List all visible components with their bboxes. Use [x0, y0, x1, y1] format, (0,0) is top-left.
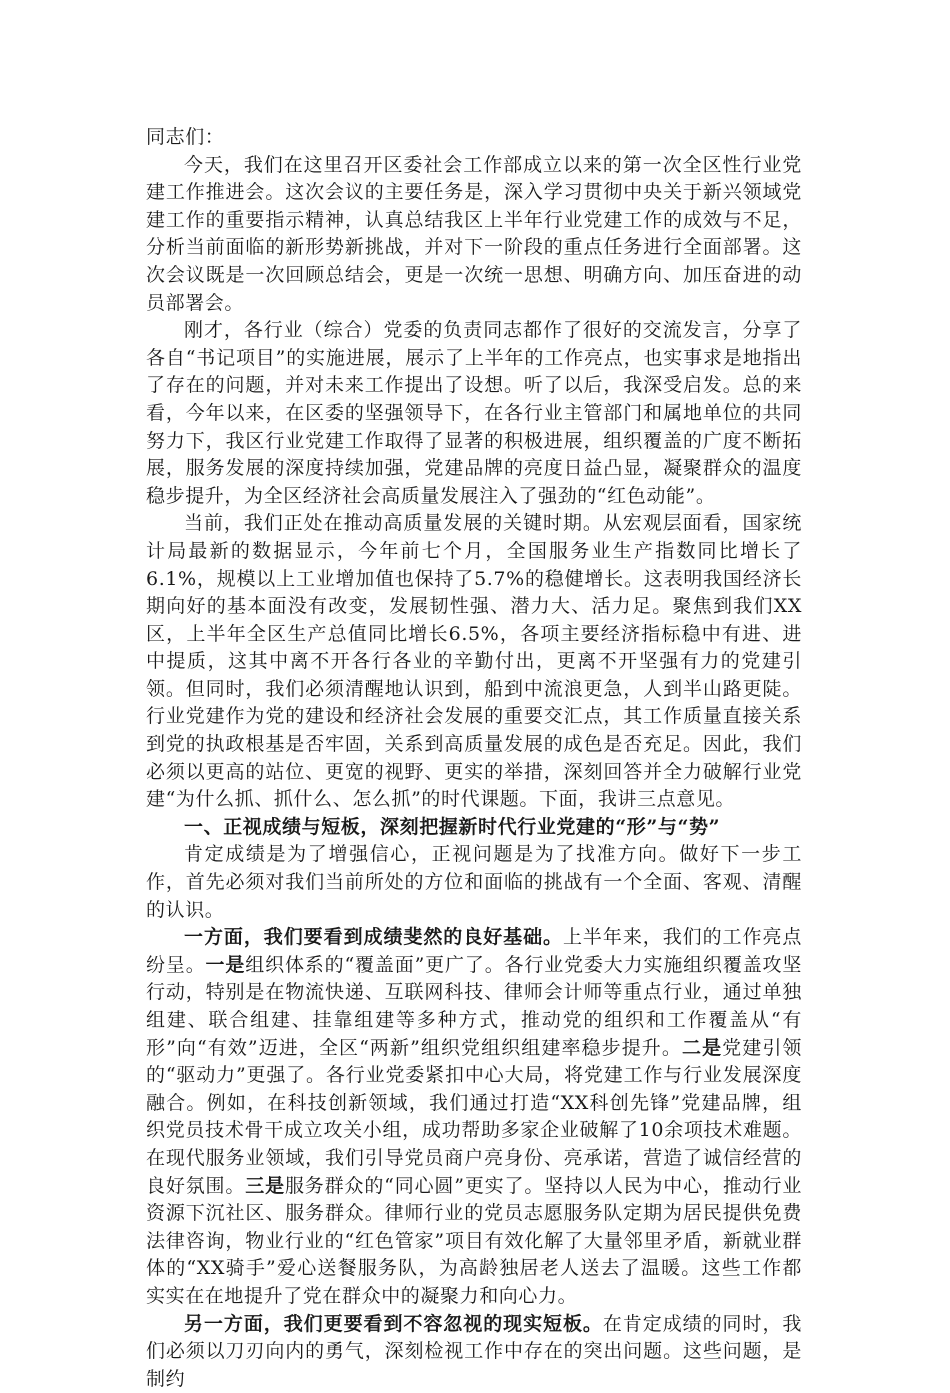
bold-marker: 一是 [205, 953, 246, 976]
paragraph-text: 在肯定成绩的同时，我们必须以刀刃向内的勇气，深刻检视工作中存在的突出问题。这些问题，是制约 [146, 1312, 802, 1390]
bold-marker: 二是 [681, 1036, 723, 1059]
paragraph: 肯定成绩是为了增强信心，正视问题是为了找准方向。做好下一步工作，首先必须对我们当前所处的方位和面临的挑战有一个全面、客观、清醒的认识。 [146, 843, 802, 921]
paragraph [146, 1311, 802, 1393]
document-body [146, 124, 802, 1393]
bold-marker: 三是 [245, 1174, 285, 1197]
bold-lead: 一方面，我们要看到成绩斐然的良好基础。 [184, 926, 563, 949]
salutation: 同志们： [146, 126, 225, 148]
bold-lead: 另一方面，我们更要看到不容忽视的现实短板。 [184, 1312, 603, 1335]
paragraph: 今天，我们在这里召开区委社会工作部成立以来的第一次全区性行业党建工作推进会。这次会议的主要任务是，深入学习贯彻中央关于新兴领域党建工作的重要指示精神，认真总结我区上半年行业党建工作的成效与不足，分析当前面临的新形势新挑战，并对下一阶段的重点任务进行全面部署。这次会议既是一次回顾总结会，更是一次统一思想、明确方向、加压奋进的动员部署会。 [146, 153, 802, 314]
paragraph: 刚才，各行业（综合）党委的负责同志都作了很好的交流发言，分享了各自“书记项目”的实施进展，展示了上半年的工作亮点，也实事求是地指出了存在的问题，并对未来工作提出了设想。听了以后，我深受启发。总的来看，今年以来，在区委的坚强领导下，在各行业主管部门和属地单位的共同努力下，我区行业党建工作取得了显著的积极进展，组织覆盖的广度不断拓展，服务发展的深度持续加强，党建品牌的亮度日益凸显，凝聚群众的温度稳步提升，为全区经济社会高质量发展注入了强劲的“红色动能”。 [146, 319, 802, 507]
paragraph-text: 党建引领的“驱动力”更强了。各行业党委紧扣中心大局，将党建工作与行业发展深度融合。例如，在科技创新领域，我们通过打造“XX科创先锋”党建品牌，组织党员技术骨干成立攻关小组，成功帮助多家企业破解了10余项技术难题。在现代服务业领域，我们引导党员商户亮身份、亮承诺，营造了诚信经营的良好氛围。 [146, 1036, 803, 1197]
paragraph: 当前，我们正处在推动高质量发展的关键时期。从宏观层面看，国家统计局最新的数据显示，今年前七个月，全国服务业生产指数同比增长了6.1%，规模以上工业增加值也保持了5.7%的稳健增长。这表明我国经济长期向好的基本面没有改变，发展韧性强、潜力大、活力足。聚焦到我们XX区，上半年全区生产总值同比增长6.5%，各项主要经济指标稳中有进、进中提质，这其中离不开各行各业的辛勤付出，更离不开坚强有力的党建引领。但同时，我们必须清醒地认识到，船到中流浪更急，人到半山路更陡。行业党建作为党的建设和经济社会发展的重要交汇点，其工作质量直接关系到党的执政根基是否牢固，关系到高质量发展的成色是否充足。因此，我们必须以更高的站位、更宽的视野、更实的举措，深刻回答并全力破解行业党建“为什么抓、抓什么、怎么抓”的时代课题。下面，我讲三点意见。 [146, 512, 802, 811]
paragraph-text: 组织体系的“覆盖面”更广了。各行业党委大力实施组织覆盖攻坚行动，特别是在物流快递、互联网科技、律师会计师等重点行业，通过单独组建、联合组建、挂靠组建等多种方式，推动党的组织和工作覆盖从“有形”向“有效”迈进，全区“两新”组织党组织组建率稳步提升。 [146, 953, 802, 1059]
paragraph-text: 服务群众的“同心圆”更实了。坚持以人民为中心，推动行业资源下沉社区、服务群众。律师行业的党员志愿服务队定期为居民提供免费法律咨询，物业行业的“红色管家”项目有效化解了大量邻里矛盾，新就业群体的“XX骑手”爱心送餐服务队，为高龄独居老人送去了温暖。这些工作都实实在在地提升了党在群众中的凝聚力和向心力。 [146, 1174, 802, 1307]
paragraph [146, 924, 802, 1310]
section-heading: 一、正视成绩与短板，深刻把握新时代行业党建的“形”与“势” [184, 815, 721, 838]
paragraph-text: 上半年来，我们的工作亮点纷呈。 [146, 926, 802, 976]
